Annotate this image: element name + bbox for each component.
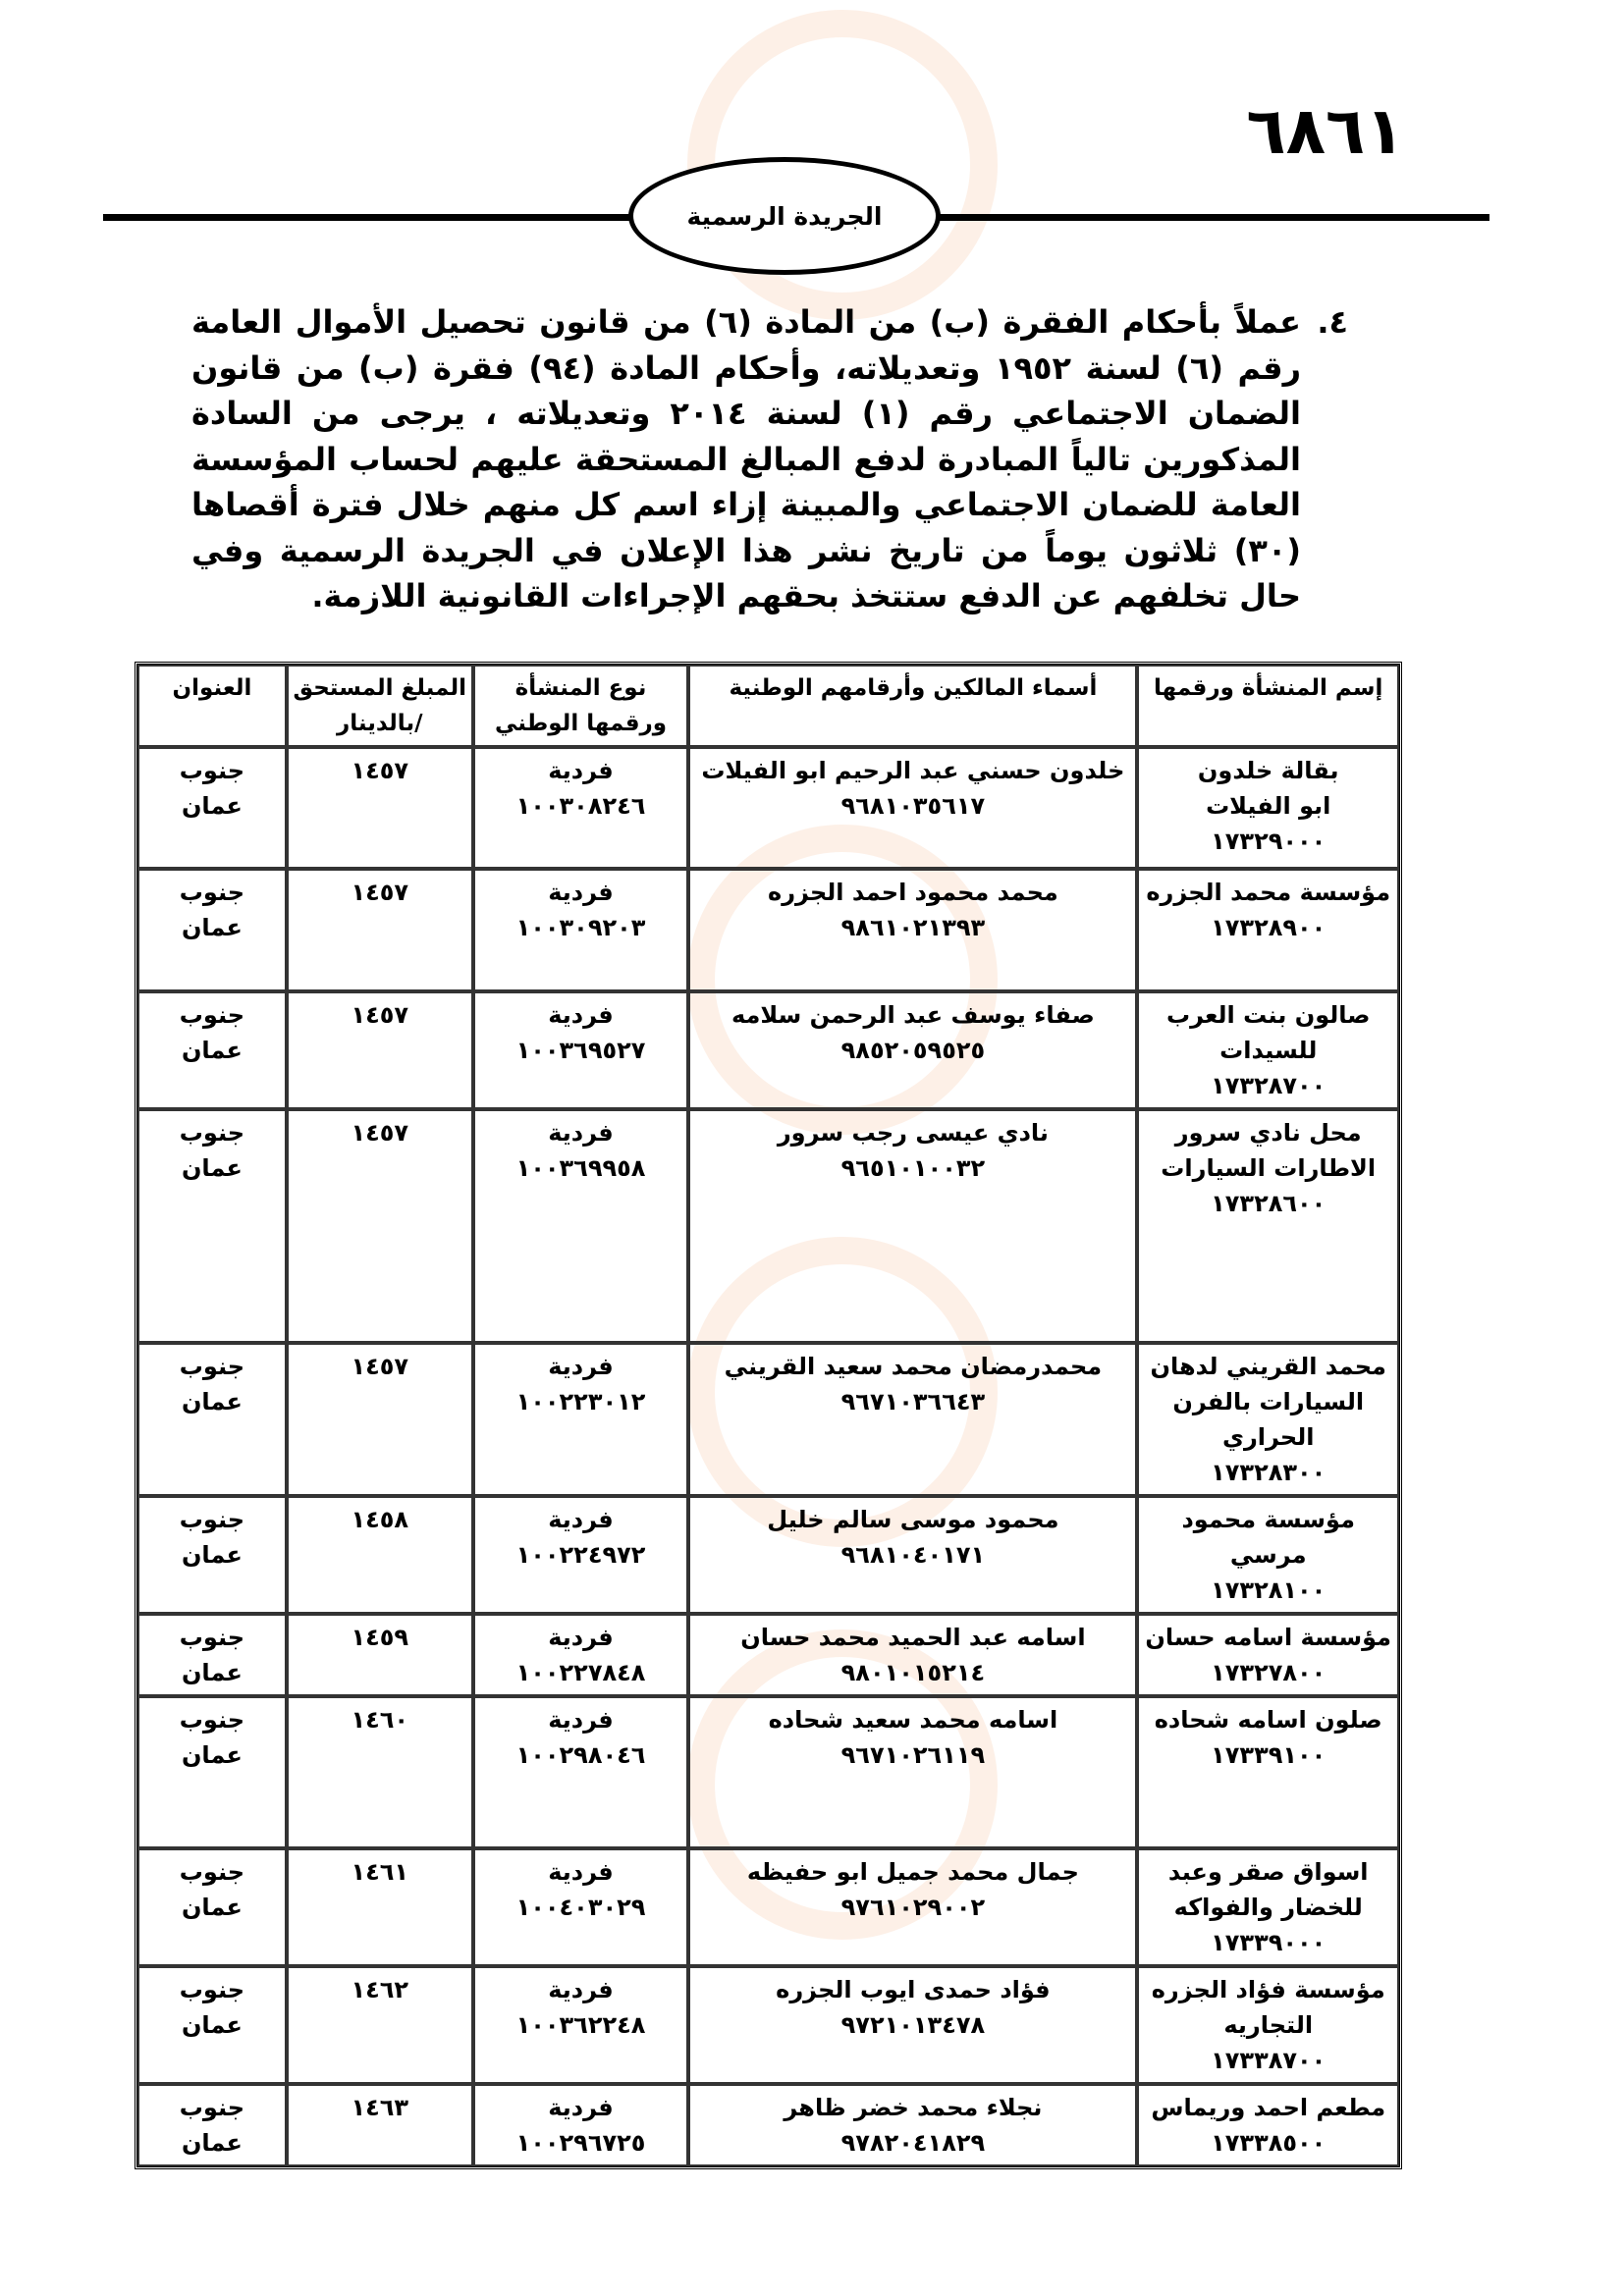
establishment-type: فردية (548, 1858, 614, 1886)
establishment-type: فردية (548, 1976, 614, 2003)
table-row (137, 747, 1399, 869)
amount-cell (287, 991, 473, 1109)
amount-due: ١٤٦١ (351, 1858, 409, 1886)
owner-national-id: ٩٨٠١٠١٥٢١٤ (840, 1659, 986, 1686)
establishment-name: مؤسسة محمود مرسي (1181, 1506, 1355, 1569)
address-cell (137, 1966, 287, 2084)
establishment-cell (1137, 1848, 1399, 1966)
establishment-name: ١٧٣٢٨٧٠٠ (1211, 1072, 1326, 1099)
establishment-national-id: ١٠٠٤٠٣٠٢٩ (515, 1894, 646, 1921)
type-cell (473, 747, 689, 869)
amount-due: ١٤٥٧ (351, 1353, 409, 1380)
owner-name: جمال محمد جميل ابو حفيظه (746, 1858, 1079, 1886)
establishment-name: محل نادي سرور (1174, 1119, 1362, 1147)
address-line: عمان (181, 1659, 243, 1686)
owner-cell (688, 1696, 1137, 1848)
establishment-name: ١٧٣٢٨١٠٠ (1211, 1576, 1326, 1604)
address-line: جنوب (179, 879, 245, 906)
address-line: عمان (181, 1741, 243, 1769)
establishment-name: مؤسسة محمد الجزره (1146, 879, 1391, 906)
address-line: جنوب (179, 1976, 245, 2003)
amount-cell (287, 2084, 473, 2166)
table-row (137, 869, 1399, 991)
owner-name: محمود موسى سالم خليل (767, 1506, 1059, 1533)
amount-due: ١٤٦٢ (351, 1976, 409, 2003)
owner-national-id: ٩٦٥١٠١٠٠٣٢ (840, 1154, 986, 1182)
establishment-national-id: ١٠٠٢٢٧٨٤٨ (515, 1659, 646, 1686)
address-line: جنوب (179, 1506, 245, 1533)
type-cell (473, 1966, 689, 2084)
table-row (137, 1496, 1399, 1614)
owner-national-id: ٩٨٦١٠٢١٣٩٣ (840, 914, 986, 941)
address-line: جنوب (179, 1858, 245, 1886)
establishment-national-id: ١٠٠٣٦٢٢٤٨ (515, 2011, 646, 2039)
establishment-cell (1137, 1966, 1399, 2084)
type-cell (473, 1343, 689, 1496)
establishment-name: الاطارات السيارات (1161, 1154, 1377, 1182)
table-header-row (137, 665, 1399, 747)
col-header-owners: أسماء المالكين وأرقامهم الوطنية (688, 665, 1137, 747)
owner-name: نجلاء محمد خضر ظاهر (784, 2094, 1043, 2121)
address-line: عمان (181, 914, 243, 941)
establishment-name: صلون اسامه شحاده (1154, 1706, 1382, 1734)
paragraph-number: ٤. (1317, 303, 1348, 341)
establishment-type: فردية (548, 2094, 614, 2121)
paragraph-text: عملاً بأحكام الفقرة (ب) من المادة (٦) من قانون تحصيل الأموال العامة رقم (٦) لسنة ١٩٥٢ وتعديلاته، وأحكام المادة (٩٤) فقرة (ب) من قانون الضمان الاجتماعي رقم (١) لسنة ٢٠١٤ وتعديلاته ، يرجى من السادة المذكورين تالياً المبادرة لدفع المبالغ المستحقة عليهم لحساب المؤسسة العامة للضمان الاجتماعي والمبينة إزاء اسم كل منهم خلال فترة أقصاها (٣٠) ثلاثون يوماً من تاريخ نشر هذا الإعلان في الجريدة الرسمية وفي حال تخلفهم عن الدفع ستتخذ بحقهم الإجراءات القانونية اللازمة. (191, 303, 1302, 614)
amount-due: ١٤٦٣ (351, 2094, 409, 2121)
address-line: عمان (181, 2129, 243, 2157)
amount-cell (287, 747, 473, 869)
establishment-national-id: ١٠٠٣٠٨٢٤٦ (515, 792, 646, 820)
amount-due: ١٤٥٨ (351, 1506, 409, 1533)
establishment-national-id: ١٠٠٣٠٩٢٠٣ (515, 914, 646, 941)
amount-due: ١٤٥٧ (351, 1119, 409, 1147)
owner-national-id: ٩٦٨١٠٤٠١٧١ (840, 1541, 986, 1569)
table-row (137, 991, 1399, 1109)
amount-cell (287, 1496, 473, 1614)
establishment-name: مؤسسة فؤاد الجزره (1151, 1976, 1385, 2003)
address-line: جنوب (179, 1001, 245, 1029)
table-row (137, 1109, 1399, 1343)
type-cell (473, 1109, 689, 1343)
address-line: عمان (181, 1154, 243, 1182)
establishment-cell (1137, 1496, 1399, 1614)
type-cell (473, 1614, 689, 1696)
owner-national-id: ٩٦٧١٠٣٦٦٤٣ (840, 1388, 986, 1415)
owner-name: محمدرمضان محمد سعيد القريني (724, 1353, 1103, 1380)
establishment-national-id: ١٠٠٢٢٤٩٧٢ (515, 1541, 646, 1569)
establishment-national-id: ١٠٠٢٩٨٠٤٦ (515, 1741, 646, 1769)
establishment-cell (1137, 2084, 1399, 2166)
establishment-name: ١٧٣٢٨٩٠٠ (1211, 914, 1326, 941)
establishment-national-id: ١٠٠٣٦٩٥٢٧ (515, 1037, 646, 1064)
table-row (137, 1343, 1399, 1496)
address-cell (137, 1848, 287, 1966)
establishment-type: فردية (548, 879, 614, 906)
owner-name: صفاء يوسف عبد الرحمن سلامه (731, 1001, 1095, 1029)
owner-name: نادي عيسى رجب سرور (777, 1119, 1049, 1147)
establishment-name: ١٧٣٢٨٦٠٠ (1211, 1190, 1326, 1217)
address-line: عمان (181, 1037, 243, 1064)
establishment-cell (1137, 1109, 1399, 1343)
establishment-name: محمد القريني لدهان (1150, 1353, 1386, 1380)
owner-name: اسامه محمد سعيد شحاده (768, 1706, 1058, 1734)
col-header-type: نوع المنشأة ورقمها الوطني (473, 665, 689, 747)
establishment-name: للسيدات (1219, 1037, 1318, 1064)
establishment-name: للخضار والفواكه (1173, 1894, 1363, 1921)
header-title: الجريدة الرسمية (686, 201, 883, 231)
amount-cell (287, 1109, 473, 1343)
owner-name: اسامه عبد الحميد محمد حسان (740, 1624, 1086, 1651)
amount-cell (287, 1848, 473, 1966)
establishment-type: فردية (548, 1706, 614, 1734)
establishment-name: السيارات بالفرن (1172, 1388, 1365, 1415)
type-cell (473, 1496, 689, 1614)
owner-cell (688, 1109, 1137, 1343)
address-line: عمان (181, 792, 243, 820)
amount-due: ١٤٥٧ (351, 1001, 409, 1029)
establishment-name: التجاريه (1223, 2011, 1314, 2039)
address-cell (137, 991, 287, 1109)
amount-due: ١٤٥٧ (351, 879, 409, 906)
address-line: عمان (181, 1388, 243, 1415)
address-line: عمان (181, 1894, 243, 1921)
establishment-type: فردية (548, 1506, 614, 1533)
owner-cell (688, 1848, 1137, 1966)
owner-cell (688, 1614, 1137, 1696)
establishment-name: ١٧٣٣٩١٠٠ (1211, 1741, 1326, 1769)
amount-due: ١٤٦٠ (351, 1706, 409, 1734)
owner-national-id: ٩٧٨٢٠٤١٨٢٩ (840, 2129, 986, 2157)
table-row (137, 1696, 1399, 1848)
establishment-name: ١٧٣٢٩٠٠٠ (1211, 828, 1326, 855)
establishment-name: مطعم احمد وريماس (1151, 2094, 1386, 2121)
address-line: جنوب (179, 1353, 245, 1380)
amount-cell (287, 869, 473, 991)
owner-cell (688, 747, 1137, 869)
amount-due: ١٤٥٩ (351, 1624, 409, 1651)
amount-cell (287, 1343, 473, 1496)
establishment-name: بقالة خلدون (1197, 757, 1339, 784)
establishment-type: فردية (548, 757, 614, 784)
establishment-name: ١٧٣٣٨٧٠٠ (1211, 2047, 1326, 2074)
type-cell (473, 991, 689, 1109)
establishment-type: فردية (548, 1119, 614, 1147)
address-cell (137, 1343, 287, 1496)
owner-name: فؤاد حمدى ايوب الجزره (776, 1976, 1051, 2003)
establishment-cell (1137, 1696, 1399, 1848)
establishment-national-id: ١٠٠٢٩٦٧٢٥ (515, 2129, 646, 2157)
establishment-cell (1137, 869, 1399, 991)
establishment-type: فردية (548, 1624, 614, 1651)
owner-national-id: ٩٧٦١٠٢٩٠٠٢ (840, 1894, 986, 1921)
establishment-cell (1137, 747, 1399, 869)
type-cell (473, 1848, 689, 1966)
col-header-address: العنوان (137, 665, 287, 747)
debtors-table (135, 662, 1402, 2169)
address-line: جنوب (179, 1119, 245, 1147)
amount-due: ١٤٥٧ (351, 757, 409, 784)
col-header-amount: المبلغ المستحق /بالدينار (287, 665, 473, 747)
owner-national-id: ٩٧٢١٠١٣٤٧٨ (840, 2011, 986, 2039)
owner-name: خلدون حسني عبد الرحيم ابو الفيلات (701, 757, 1125, 784)
owner-national-id: ٩٨٥٢٠٥٩٥٢٥ (840, 1037, 986, 1064)
col-header-establishment: إسم المنشأة ورقمها (1137, 665, 1399, 747)
owner-cell (688, 869, 1137, 991)
address-line: جنوب (179, 757, 245, 784)
establishment-national-id: ١٠٠٢٢٣٠١٢ (515, 1388, 646, 1415)
amount-cell (287, 1614, 473, 1696)
amount-cell (287, 1696, 473, 1848)
owner-cell (688, 2084, 1137, 2166)
owner-name: محمد محمود احمد الجزره (768, 879, 1058, 906)
address-cell (137, 1614, 287, 1696)
owner-national-id: ٩٦٧١٠٢٦١١٩ (840, 1741, 986, 1769)
table-row (137, 1614, 1399, 1696)
amount-cell (287, 1966, 473, 2084)
establishment-name: مؤسسة اسامه حسان (1145, 1624, 1392, 1651)
page-number: ٦٨٦١ (1246, 93, 1405, 169)
address-cell (137, 2084, 287, 2166)
owner-cell (688, 1496, 1137, 1614)
address-cell (137, 747, 287, 869)
establishment-name: ١٧٣٢٧٨٠٠ (1211, 1659, 1326, 1686)
establishment-name: ١٧٣٢٨٣٠٠ (1211, 1459, 1326, 1486)
establishment-name: اسواق صقر وعبد (1167, 1858, 1369, 1886)
table-row (137, 1848, 1399, 1966)
establishment-cell (1137, 1614, 1399, 1696)
establishment-national-id: ١٠٠٣٦٩٩٥٨ (515, 1154, 646, 1182)
establishment-type: فردية (548, 1001, 614, 1029)
address-cell (137, 869, 287, 991)
address-line: جنوب (179, 1624, 245, 1651)
address-cell (137, 1109, 287, 1343)
owner-cell (688, 991, 1137, 1109)
establishment-type: فردية (548, 1353, 614, 1380)
address-cell (137, 1696, 287, 1848)
establishment-name: ١٧٣٣٩٠٠٠ (1211, 1929, 1326, 1956)
type-cell (473, 2084, 689, 2166)
owner-national-id: ٩٦٨١٠٣٥٦١٧ (840, 792, 986, 820)
establishment-name: ١٧٣٣٨٥٠٠ (1211, 2129, 1326, 2157)
establishment-name: ابو الفيلات (1206, 792, 1331, 820)
type-cell (473, 1696, 689, 1848)
owner-cell (688, 1343, 1137, 1496)
type-cell (473, 869, 689, 991)
establishment-name: صالون بنت العرب (1165, 1001, 1371, 1029)
establishment-cell (1137, 991, 1399, 1109)
address-line: جنوب (179, 1706, 245, 1734)
address-line: عمان (181, 2011, 243, 2039)
address-line: جنوب (179, 2094, 245, 2121)
establishment-cell (1137, 1343, 1399, 1496)
address-cell (137, 1496, 287, 1614)
address-line: عمان (181, 1541, 243, 1569)
header-oval (628, 157, 941, 275)
table-row (137, 1966, 1399, 2084)
notice-paragraph (191, 299, 1348, 619)
table-row (137, 2084, 1399, 2166)
owner-cell (688, 1966, 1137, 2084)
establishment-name: الحراري (1221, 1423, 1315, 1451)
